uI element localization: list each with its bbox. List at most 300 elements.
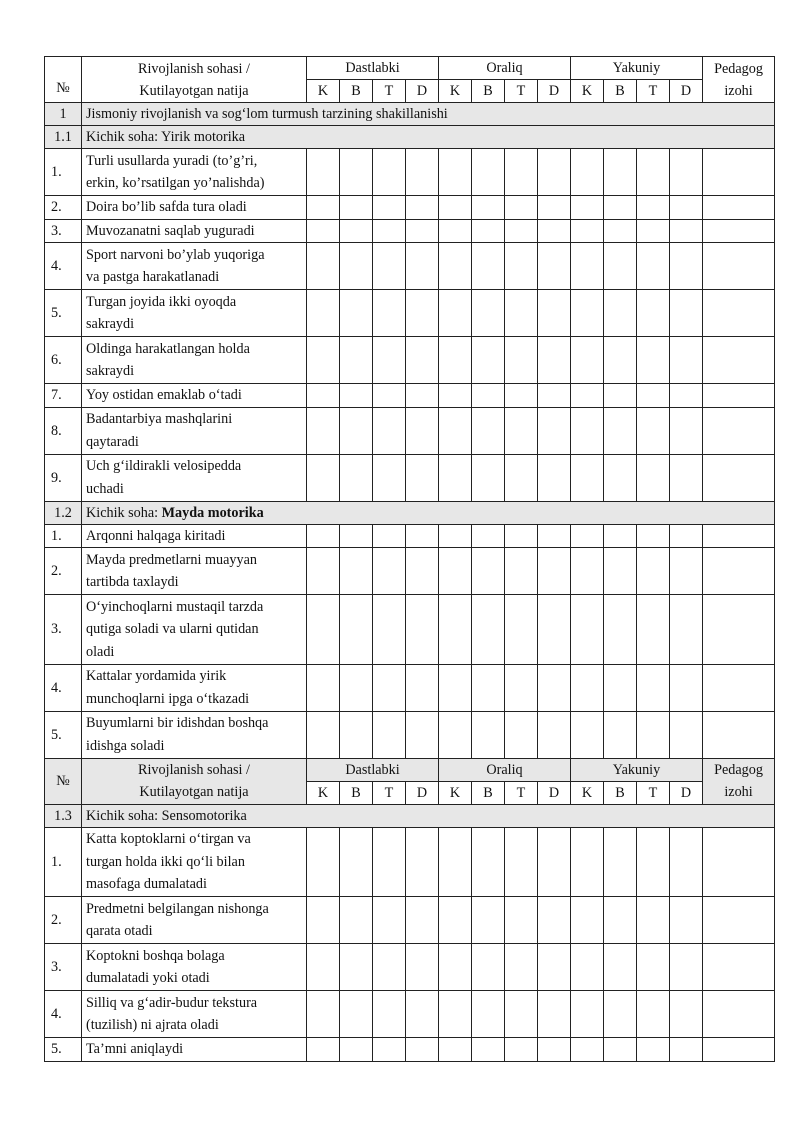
item-description-line: Kattalar yordamida yirik [86,668,227,684]
item-number [45,827,82,897]
period-header-3 [571,758,703,781]
assessment-cell[interactable] [373,454,406,501]
assessment-cell[interactable] [406,1038,439,1062]
level-letter: K [581,83,593,99]
assessment-cell[interactable] [505,1038,538,1062]
assessment-cell[interactable] [439,664,472,711]
assessment-cell[interactable] [571,827,604,897]
assessment-cell[interactable] [571,243,604,290]
assessment-cell[interactable] [604,196,637,220]
assessment-cell[interactable] [472,454,505,501]
assessment-cell[interactable] [307,337,340,384]
assessment-cell[interactable] [307,290,340,337]
assessment-cell[interactable] [637,664,670,711]
assessment-cell[interactable] [538,827,571,897]
assessment-cell[interactable] [505,196,538,220]
assessment-cell[interactable] [373,337,406,384]
assessment-cell[interactable] [571,219,604,243]
assessment-cell[interactable] [439,454,472,501]
pedagog-note-cell[interactable] [703,897,775,944]
assessment-cell[interactable] [670,290,703,337]
assessment-cell[interactable] [373,595,406,665]
assessment-cell[interactable] [406,991,439,1038]
assessment-cell[interactable] [670,991,703,1038]
pedagog-note-cell[interactable] [703,337,775,384]
assessment-cell[interactable] [340,944,373,991]
assessment-cell[interactable] [538,1038,571,1062]
assessment-cell[interactable] [604,149,637,196]
assessment-cell[interactable] [604,337,637,384]
assessment-cell[interactable] [637,595,670,665]
assessment-cell[interactable] [406,595,439,665]
assessment-cell[interactable] [670,548,703,595]
assessment-cell[interactable] [604,548,637,595]
assessment-cell[interactable] [439,991,472,1038]
pedagog-note-cell[interactable] [703,664,775,711]
assessment-cell[interactable] [637,524,670,548]
assessment-cell[interactable] [373,1038,406,1062]
period-header-1 [307,758,439,781]
level-letter: D [680,83,692,99]
assessment-cell[interactable] [604,290,637,337]
level-header [637,80,670,103]
assessment-cell[interactable] [637,384,670,408]
assessment-cell[interactable] [439,384,472,408]
assessment-cell[interactable] [406,664,439,711]
level-letter: D [416,83,428,99]
assessment-cell[interactable] [538,664,571,711]
assessment-cell[interactable] [406,454,439,501]
assessment-cell[interactable] [439,337,472,384]
assessment-cell[interactable] [670,944,703,991]
pedagog-note-cell[interactable] [703,454,775,501]
assessment-cell[interactable] [670,711,703,758]
assessment-cell[interactable] [505,524,538,548]
section-title-text: Jismoniy rivojlanish va sog‘lom turmush tarzining shakillanishi [86,106,448,122]
item-number [45,548,82,595]
assessment-cell[interactable] [472,595,505,665]
assessment-cell[interactable] [307,524,340,548]
assessment-cell[interactable] [538,991,571,1038]
item-description-line: uchadi [86,480,124,497]
pedagog-note-cell[interactable] [703,384,775,408]
pedagog-note-cell[interactable] [703,1038,775,1062]
assessment-cell[interactable] [604,454,637,501]
assessment-cell[interactable] [538,196,571,220]
level-letter: B [483,784,493,801]
assessment-cell[interactable] [307,944,340,991]
assessment-cell[interactable] [439,407,472,454]
assessment-cell[interactable] [439,290,472,337]
assessment-cell[interactable] [571,548,604,595]
assessment-cell[interactable] [406,243,439,290]
assessment-cell[interactable] [637,149,670,196]
assessment-cell[interactable] [439,1038,472,1062]
assessment-cell[interactable] [571,944,604,991]
assessment-cell[interactable] [472,337,505,384]
assessment-cell[interactable] [373,548,406,595]
assessment-cell[interactable] [406,219,439,243]
assessment-cell[interactable] [373,290,406,337]
assessment-cell[interactable] [505,290,538,337]
assessment-cell[interactable] [637,991,670,1038]
item-description-line: sakraydi [86,363,135,379]
assessment-cell[interactable] [538,407,571,454]
assessment-cell[interactable] [604,711,637,758]
assessment-cell[interactable] [538,944,571,991]
item-number-text: 3. [51,959,62,975]
assessment-cell[interactable] [637,219,670,243]
assessment-cell[interactable] [472,524,505,548]
level-header [340,80,373,103]
assessment-cell[interactable] [670,454,703,501]
pedagog-note-cell[interactable] [703,524,775,548]
assessment-cell[interactable] [472,407,505,454]
item-description [82,897,307,944]
assessment-cell[interactable] [307,149,340,196]
assessment-cell[interactable] [637,1038,670,1062]
assessment-cell[interactable] [505,454,538,501]
assessment-cell[interactable] [637,944,670,991]
item-description-line: masofaga dumalatadi [86,876,207,892]
assessment-cell[interactable] [670,524,703,548]
assessment-cell[interactable] [439,196,472,220]
assessment-cell[interactable] [604,384,637,408]
assessment-cell[interactable] [406,407,439,454]
assessment-cell[interactable] [373,196,406,220]
assessment-cell[interactable] [604,243,637,290]
assessment-cell[interactable] [340,149,373,196]
assessment-cell[interactable] [637,196,670,220]
assessment-cell[interactable] [340,595,373,665]
item-number [45,384,82,408]
assessment-cell[interactable] [637,407,670,454]
assessment-cell[interactable] [571,1038,604,1062]
assessment-cell[interactable] [670,827,703,897]
assessment-cell[interactable] [307,991,340,1038]
pedagog-note-cell[interactable] [703,595,775,665]
assessment-cell[interactable] [373,711,406,758]
assessment-cell[interactable] [472,827,505,897]
assessment-cell[interactable] [505,991,538,1038]
assessment-cell[interactable] [670,149,703,196]
assessment-cell[interactable] [505,548,538,595]
pedagog-note-cell[interactable] [703,243,775,290]
assessment-cell[interactable] [406,944,439,991]
level-header [571,781,604,804]
period-label: Oraliq [486,60,523,76]
assessment-cell[interactable] [538,290,571,337]
level-letter: B [351,83,361,99]
assessment-cell[interactable] [604,827,637,897]
assessment-cell[interactable] [604,595,637,665]
assessment-cell[interactable] [406,196,439,220]
assessment-cell[interactable] [571,337,604,384]
assessment-cell[interactable] [406,548,439,595]
pedagog-note-cell[interactable] [703,548,775,595]
item-number-text: 2. [51,563,62,579]
assessment-cell[interactable] [637,548,670,595]
assessment-cell[interactable] [472,991,505,1038]
assessment-cell[interactable] [340,664,373,711]
assessment-cell[interactable] [604,1038,637,1062]
note-header-line1: Pedagog [714,762,763,778]
assessment-cell[interactable] [472,384,505,408]
assessment-cell[interactable] [373,524,406,548]
assessment-cell[interactable] [538,243,571,290]
assessment-cell[interactable] [604,524,637,548]
assessment-cell[interactable] [307,1038,340,1062]
assessment-cell[interactable] [472,243,505,290]
assessment-cell[interactable] [505,897,538,944]
note-header-line2: izohi [724,784,753,800]
item-description [82,290,307,337]
period-header-2 [439,758,571,781]
assessment-cell[interactable] [472,664,505,711]
pedagog-note-header [703,758,775,804]
assessment-cell[interactable] [538,711,571,758]
assessment-cell[interactable] [604,407,637,454]
item-number-text: 9. [51,469,62,486]
assessment-cell[interactable] [340,827,373,897]
assessment-cell[interactable] [439,548,472,595]
assessment-cell[interactable] [637,243,670,290]
item-description-line: Arqonni halqaga kiritadi [86,527,226,544]
assessment-cell[interactable] [472,944,505,991]
assessment-cell[interactable] [439,524,472,548]
assessment-cell[interactable] [472,290,505,337]
assessment-cell[interactable] [571,454,604,501]
assessment-cell[interactable] [505,595,538,665]
assessment-cell[interactable] [505,384,538,408]
assessment-cell[interactable] [340,384,373,408]
assessment-cell[interactable] [571,407,604,454]
assessment-cell[interactable] [373,243,406,290]
assessment-cell[interactable] [538,454,571,501]
assessment-cell[interactable] [670,897,703,944]
number-symbol: № [56,80,70,96]
assessment-cell[interactable] [472,149,505,196]
assessment-cell[interactable] [670,407,703,454]
pedagog-note-cell[interactable] [703,407,775,454]
item-number [45,595,82,665]
level-letter: K [449,784,461,801]
assessment-cell[interactable] [538,524,571,548]
assessment-cell[interactable] [670,243,703,290]
assessment-cell[interactable] [307,196,340,220]
level-letter: D [548,784,560,801]
assessment-cell[interactable] [637,337,670,384]
assessment-cell[interactable] [637,290,670,337]
assessment-cell[interactable] [373,219,406,243]
assessment-cell[interactable] [538,149,571,196]
assessment-cell[interactable] [505,944,538,991]
item-number [45,219,82,243]
assessment-cell[interactable] [571,524,604,548]
assessment-cell[interactable] [505,243,538,290]
assessment-cell[interactable] [340,711,373,758]
pedagog-note-cell[interactable] [703,290,775,337]
assessment-cell[interactable] [604,897,637,944]
assessment-cell[interactable] [670,196,703,220]
assessment-cell[interactable] [472,219,505,243]
assessment-cell[interactable] [571,711,604,758]
assessment-cell[interactable] [604,219,637,243]
assessment-cell[interactable] [670,595,703,665]
pedagog-note-cell[interactable] [703,827,775,897]
assessment-cell[interactable] [373,149,406,196]
level-letter: K [317,784,329,801]
assessment-cell[interactable] [406,384,439,408]
assessment-cell[interactable] [604,944,637,991]
assessment-cell[interactable] [505,664,538,711]
assessment-cell[interactable] [373,897,406,944]
pedagog-note-cell[interactable] [703,711,775,758]
assessment-cell[interactable] [340,243,373,290]
item-row [45,548,775,595]
level-letter: B [615,83,625,99]
assessment-cell[interactable] [439,711,472,758]
item-row [45,219,775,243]
assessment-cell[interactable] [538,219,571,243]
assessment-cell[interactable] [439,219,472,243]
assessment-cell[interactable] [307,454,340,501]
assessment-cell[interactable] [340,407,373,454]
assessment-cell[interactable] [670,1038,703,1062]
assessment-cell[interactable] [670,219,703,243]
assessment-cell[interactable] [406,337,439,384]
assessment-cell[interactable] [406,827,439,897]
assessment-cell[interactable] [505,711,538,758]
assessment-cell[interactable] [637,827,670,897]
assessment-cell[interactable] [340,290,373,337]
assessment-cell[interactable] [406,711,439,758]
assessment-cell[interactable] [604,664,637,711]
assessment-cell[interactable] [340,196,373,220]
assessment-cell[interactable] [340,991,373,1038]
pedagog-note-cell[interactable] [703,944,775,991]
assessment-cell[interactable] [571,196,604,220]
assessment-cell[interactable] [571,290,604,337]
assessment-cell[interactable] [373,664,406,711]
assessment-cell[interactable] [571,664,604,711]
assessment-cell[interactable] [472,711,505,758]
assessment-cell[interactable] [406,290,439,337]
assessment-cell[interactable] [439,595,472,665]
assessment-cell[interactable] [538,384,571,408]
assessment-cell[interactable] [571,991,604,1038]
assessment-cell[interactable] [439,827,472,897]
number-column-header [45,758,82,804]
assessment-cell[interactable] [538,337,571,384]
assessment-cell[interactable] [373,827,406,897]
assessment-sheet [44,56,774,1062]
assessment-cell[interactable] [307,595,340,665]
pedagog-note-cell[interactable] [703,219,775,243]
assessment-cell[interactable] [538,595,571,665]
pedagog-note-cell[interactable] [703,149,775,196]
assessment-cell[interactable] [406,897,439,944]
assessment-cell[interactable] [307,897,340,944]
assessment-cell[interactable] [307,664,340,711]
assessment-cell[interactable] [439,243,472,290]
assessment-cell[interactable] [505,337,538,384]
assessment-cell[interactable] [340,548,373,595]
assessment-cell[interactable] [373,407,406,454]
item-row [45,454,775,501]
assessment-cell[interactable] [307,384,340,408]
pedagog-note-cell[interactable] [703,991,775,1038]
note-header-line2: izohi [724,82,753,99]
assessment-cell[interactable] [604,991,637,1038]
level-letter: K [449,83,461,99]
assessment-cell[interactable] [472,1038,505,1062]
item-description-line: sakraydi [86,316,135,332]
assessment-cell[interactable] [340,524,373,548]
assessment-cell[interactable] [637,454,670,501]
item-number-text: 8. [51,422,62,439]
period-label: Yakuniy [612,60,661,76]
assessment-cell[interactable] [472,548,505,595]
assessment-cell[interactable] [373,944,406,991]
item-number-text: 5. [51,305,62,321]
assessment-cell[interactable] [340,897,373,944]
assessment-cell[interactable] [307,407,340,454]
assessment-cell[interactable] [340,219,373,243]
assessment-cell[interactable] [571,897,604,944]
item-description [82,337,307,384]
assessment-cell[interactable] [505,219,538,243]
assessment-cell[interactable] [340,337,373,384]
assessment-cell[interactable] [373,384,406,408]
assessment-cell[interactable] [472,897,505,944]
section-number [45,501,82,524]
assessment-cell[interactable] [670,664,703,711]
assessment-cell[interactable] [406,524,439,548]
assessment-cell[interactable] [571,384,604,408]
assessment-cell[interactable] [571,149,604,196]
assessment-cell[interactable] [670,384,703,408]
assessment-cell[interactable] [538,897,571,944]
section-row [45,501,775,524]
assessment-cell[interactable] [505,149,538,196]
assessment-cell[interactable] [307,243,340,290]
assessment-cell[interactable] [373,991,406,1038]
assessment-cell[interactable] [505,407,538,454]
assessment-cell[interactable] [307,219,340,243]
assessment-cell[interactable] [439,897,472,944]
assessment-cell[interactable] [670,337,703,384]
item-row [45,384,775,408]
assessment-cell[interactable] [571,595,604,665]
assessment-cell[interactable] [439,944,472,991]
pedagog-note-cell[interactable] [703,196,775,220]
assessment-cell[interactable] [307,548,340,595]
assessment-cell[interactable] [406,149,439,196]
assessment-cell[interactable] [505,827,538,897]
assessment-cell[interactable] [439,149,472,196]
assessment-cell[interactable] [472,196,505,220]
assessment-cell[interactable] [340,1038,373,1062]
assessment-cell[interactable] [307,827,340,897]
assessment-cell[interactable] [637,897,670,944]
period-header-2 [439,57,571,80]
assessment-cell[interactable] [637,711,670,758]
assessment-cell[interactable] [307,711,340,758]
item-row [45,243,775,290]
assessment-cell[interactable] [340,454,373,501]
assessment-cell[interactable] [538,548,571,595]
